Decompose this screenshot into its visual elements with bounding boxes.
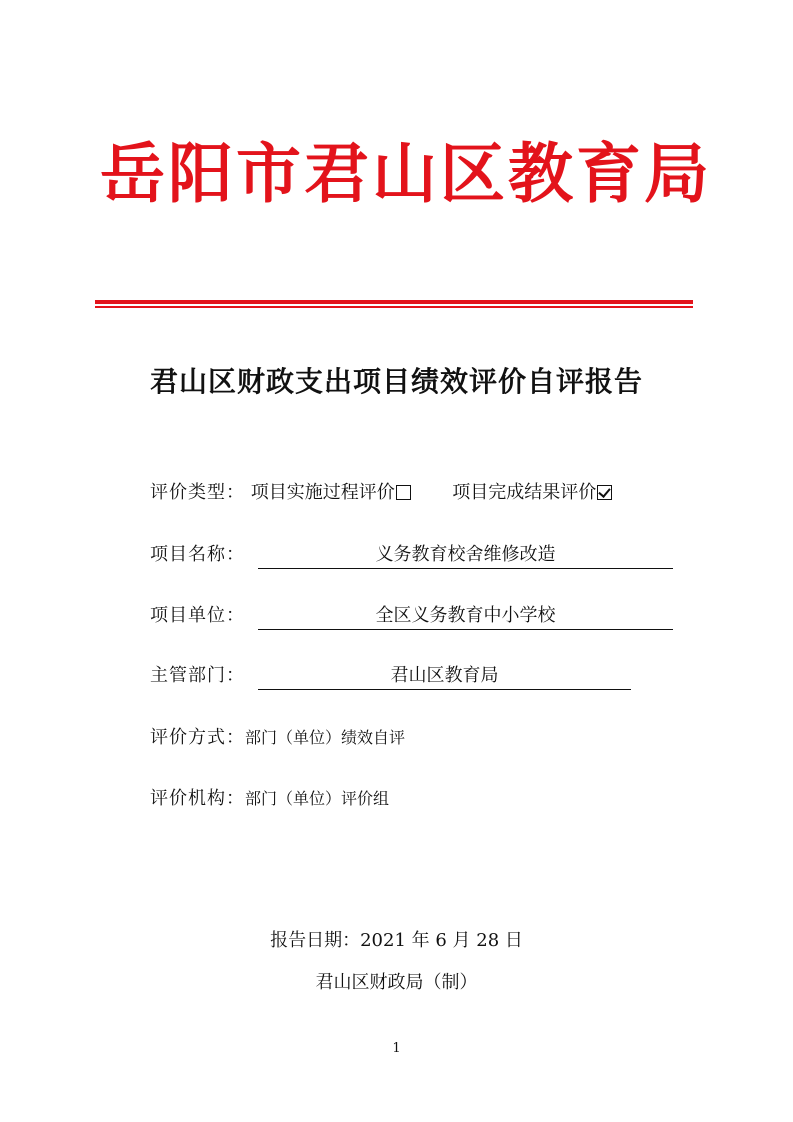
evaluation-type-row xyxy=(150,480,612,506)
supervising-dept-label: 主管部门： xyxy=(150,665,245,686)
project-unit-field: 全区义务教育中小学校 xyxy=(258,603,673,630)
option-result-evaluation[interactable] xyxy=(452,480,612,506)
option-result-evaluation-label: 项目完成结果评价 xyxy=(452,482,597,503)
header-red-rule xyxy=(95,300,693,304)
project-unit-row xyxy=(150,603,675,629)
supervising-dept-field: 君山区教育局 xyxy=(258,663,631,690)
header-red-rule-thin xyxy=(95,306,693,308)
evaluation-body-label: 评价机构： xyxy=(150,788,245,809)
project-name-field: 义务教育校舍维修改造 xyxy=(258,542,673,569)
option-process-evaluation-label: 项目实施过程评价 xyxy=(250,482,395,503)
evaluation-body-value: 部门（单位）评价组 xyxy=(245,789,390,808)
evaluation-method-value: 部门（单位）绩效自评 xyxy=(245,728,406,747)
evaluation-method-label: 评价方式： xyxy=(150,727,245,748)
evaluation-type-label: 评价类型： xyxy=(150,482,245,503)
project-name-row xyxy=(150,542,675,568)
evaluation-method-row xyxy=(150,725,405,751)
option-process-evaluation[interactable] xyxy=(251,480,411,506)
project-name-label: 项目名称： xyxy=(150,544,245,565)
page-number: 1 xyxy=(392,1041,401,1056)
supervising-dept-row xyxy=(150,663,635,689)
evaluation-body-row xyxy=(150,786,389,812)
report-title: 君山区财政支出项目绩效评价自评报告 xyxy=(149,365,643,398)
checkbox-unchecked-icon[interactable] xyxy=(396,485,411,500)
report-date: 报告日期：2021 年 6 月 28 日 xyxy=(270,930,523,951)
checkbox-checked-icon[interactable] xyxy=(597,485,612,500)
issuer-line: 君山区财政局（制） xyxy=(315,972,478,993)
project-unit-label: 项目单位： xyxy=(150,605,245,626)
agency-masthead: 岳阳市君山区教育局 xyxy=(100,137,713,212)
